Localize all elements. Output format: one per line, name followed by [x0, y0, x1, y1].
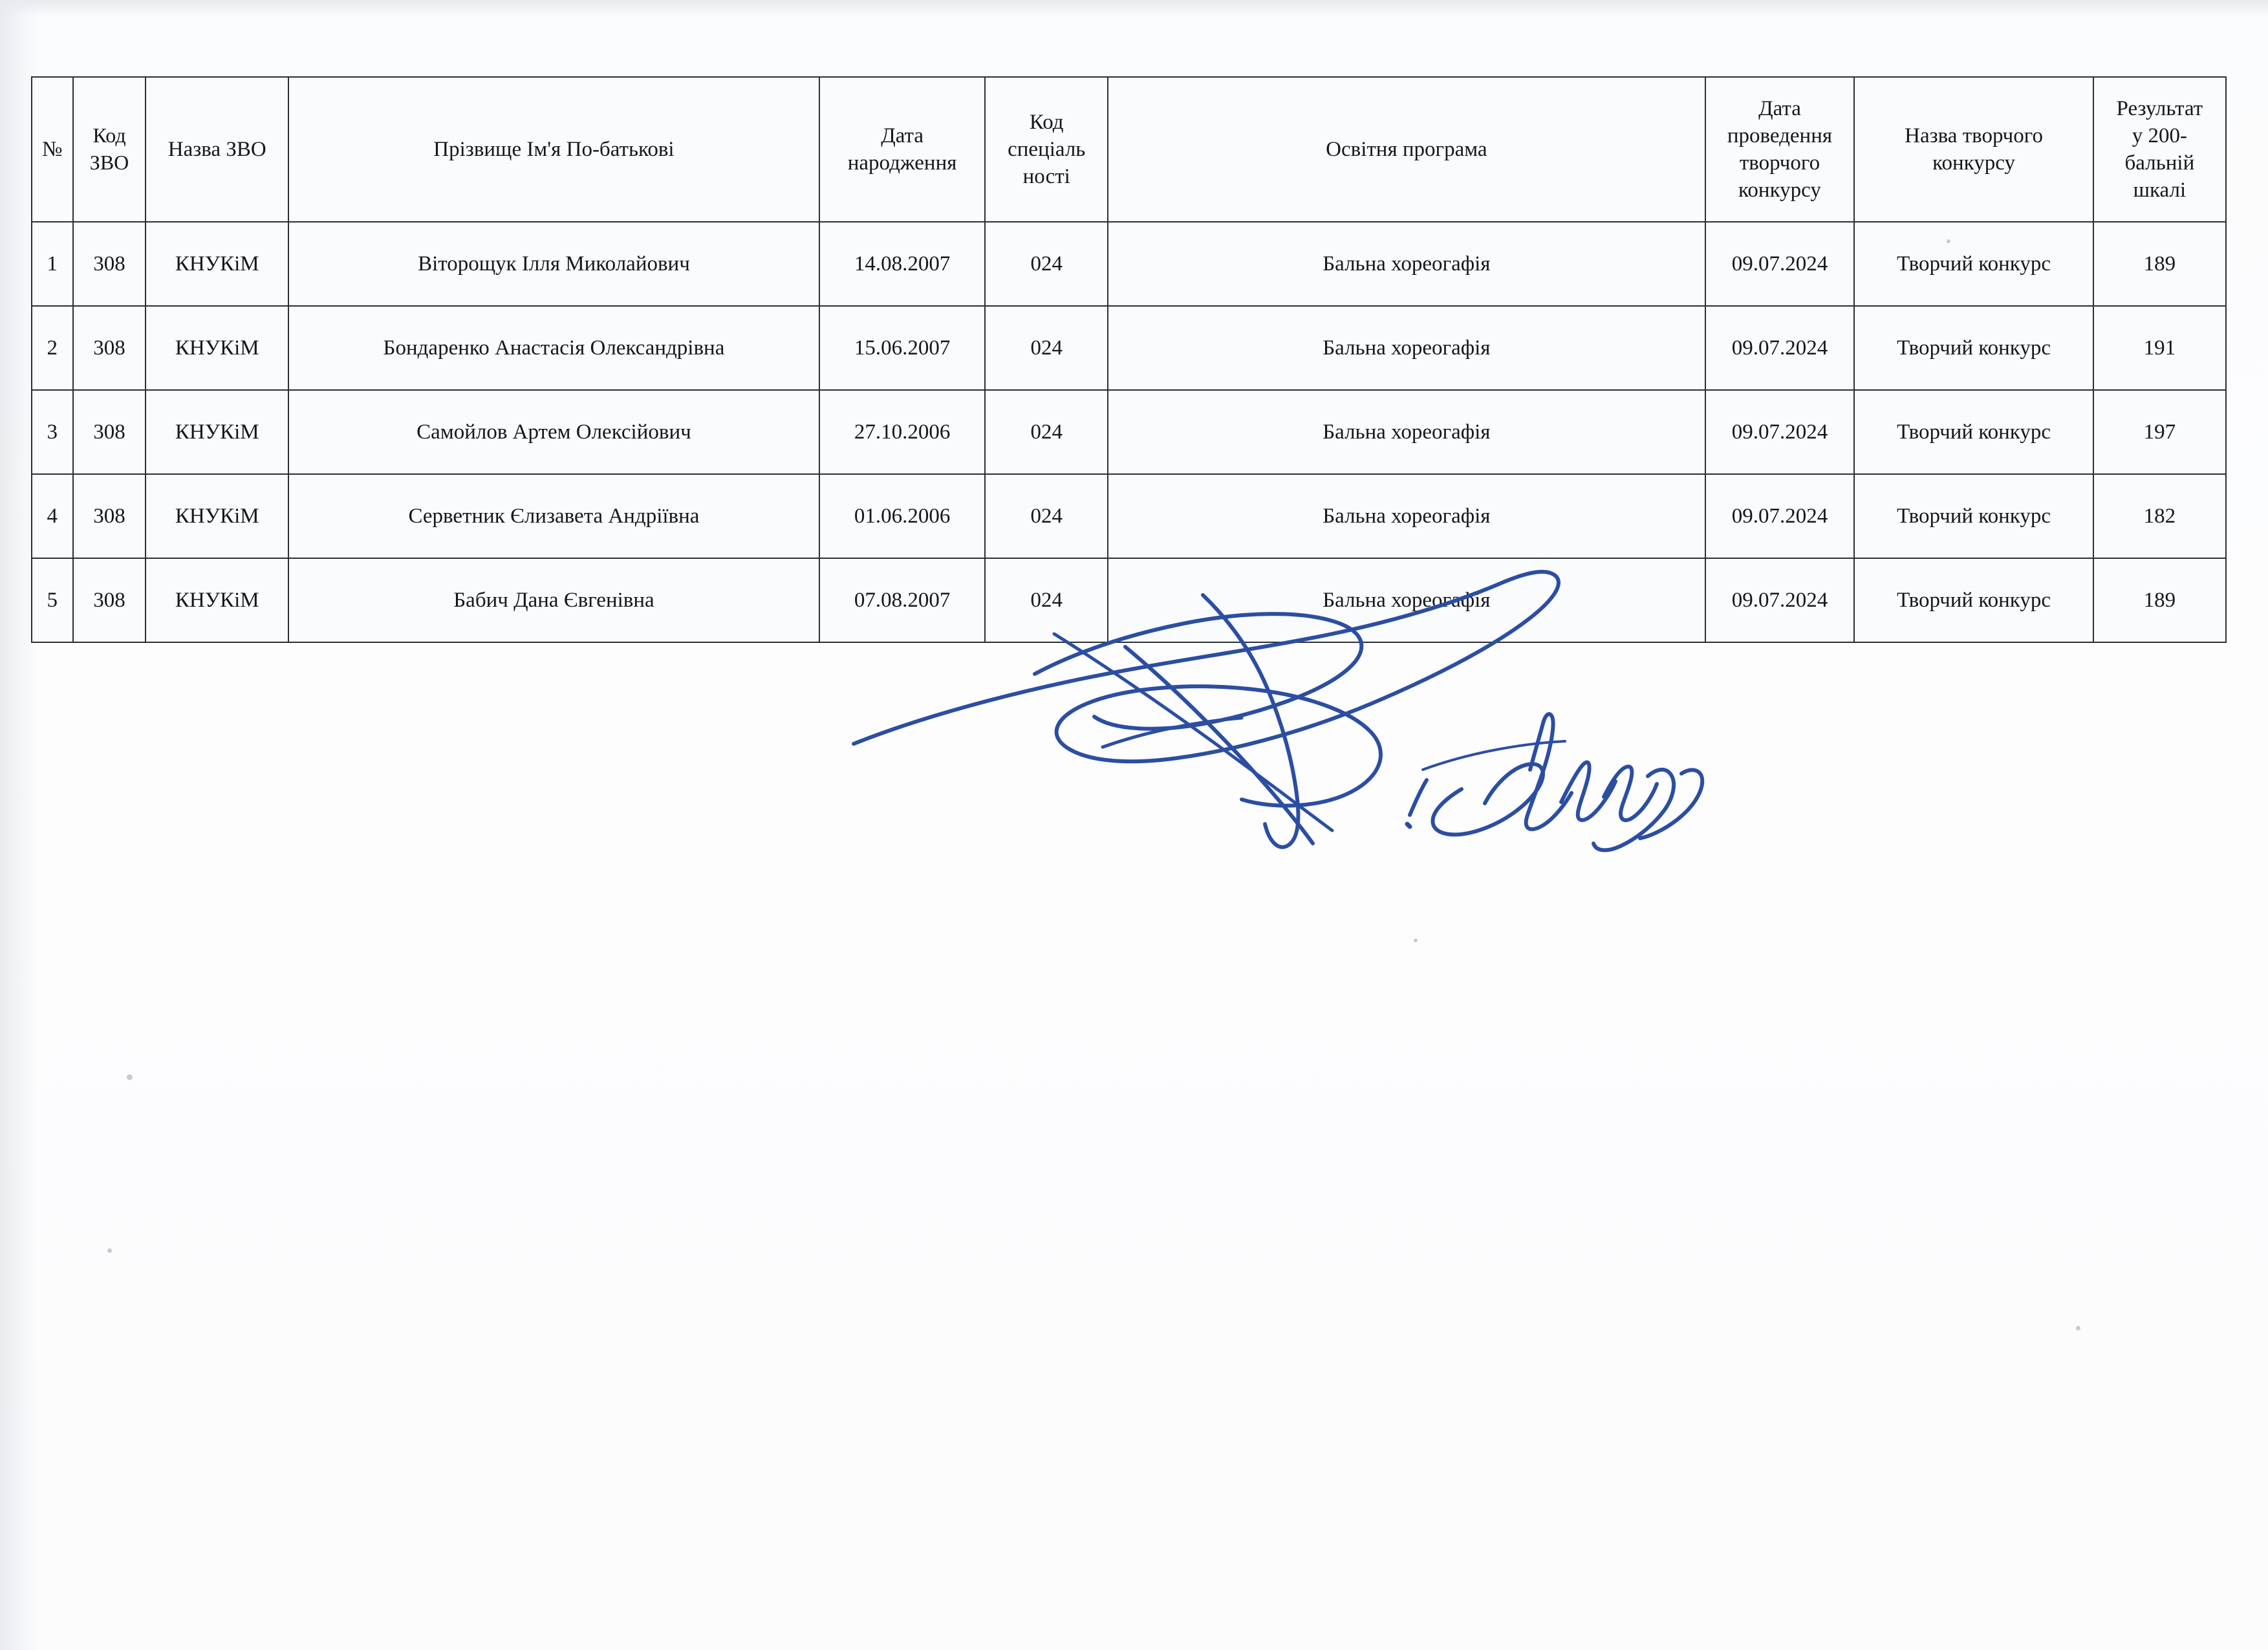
- cell-number: 1: [32, 222, 73, 306]
- column-header-speciality-code: Код спеціаль ності: [985, 77, 1108, 222]
- cell-number: 3: [32, 390, 73, 474]
- cell-contest-name: Творчий конкурс: [1854, 558, 2093, 642]
- cell-result: 191: [2093, 306, 2226, 390]
- cell-education-program: Бальна хореогафія: [1108, 222, 1705, 306]
- table-row: [32, 474, 2226, 558]
- cell-contest-name: Творчий конкурс: [1854, 306, 2093, 390]
- cell-zvo-name: КНУКіМ: [146, 222, 288, 306]
- cell-speciality-code: 024: [985, 558, 1108, 642]
- cell-zvo-code: 308: [73, 474, 146, 558]
- page-edge-shadow-top: [0, 0, 2268, 17]
- cell-speciality-code: 024: [985, 222, 1108, 306]
- scan-speckle: [1414, 939, 1418, 942]
- cell-birth-date: 07.08.2007: [819, 558, 986, 642]
- column-header-number: №: [32, 77, 73, 222]
- cell-contest-date: 09.07.2024: [1705, 222, 1855, 306]
- cell-education-program: Бальна хореогафія: [1108, 474, 1705, 558]
- table-row: [32, 390, 2226, 474]
- cell-education-program: Бальна хореогафія: [1108, 558, 1705, 642]
- cell-birth-date: 15.06.2007: [819, 306, 986, 390]
- results-table-container: [31, 76, 2227, 643]
- column-header-result: Результат у 200- бальній шкалі: [2093, 77, 2226, 222]
- scan-speckle: [1947, 239, 1950, 243]
- cell-education-program: Бальна хореогафія: [1108, 390, 1705, 474]
- cell-birth-date: 14.08.2007: [819, 222, 986, 306]
- cell-result: 182: [2093, 474, 2226, 558]
- cell-zvo-code: 308: [73, 390, 146, 474]
- cell-contest-date: 09.07.2024: [1705, 306, 1855, 390]
- cell-person: Віторощук Ілля Миколайович: [288, 222, 819, 306]
- cell-result: 189: [2093, 558, 2226, 642]
- cell-zvo-code: 308: [73, 558, 146, 642]
- cell-number: 5: [32, 558, 73, 642]
- column-header-birth-date: Дата народження: [819, 77, 986, 222]
- cell-zvo-code: 308: [73, 306, 146, 390]
- cell-result: 197: [2093, 390, 2226, 474]
- table-row: [32, 222, 2226, 306]
- column-header-zvo-name: Назва ЗВО: [146, 77, 288, 222]
- cell-person: Самойлов Артем Олексійович: [288, 390, 819, 474]
- cell-zvo-name: КНУКіМ: [146, 306, 288, 390]
- scan-speckle: [107, 1248, 112, 1253]
- cell-birth-date: 27.10.2006: [819, 390, 986, 474]
- table-header-row: [32, 77, 2226, 222]
- cell-speciality-code: 024: [985, 390, 1108, 474]
- cell-contest-date: 09.07.2024: [1705, 474, 1855, 558]
- cell-zvo-name: КНУКіМ: [146, 390, 288, 474]
- table-row: [32, 558, 2226, 642]
- cell-contest-date: 09.07.2024: [1705, 390, 1855, 474]
- cell-result: 189: [2093, 222, 2226, 306]
- cell-zvo-code: 308: [73, 222, 146, 306]
- cell-zvo-name: КНУКіМ: [146, 558, 288, 642]
- cell-zvo-name: КНУКіМ: [146, 474, 288, 558]
- scan-speckle: [127, 1074, 133, 1080]
- scan-speckle: [2076, 1326, 2080, 1330]
- cell-number: 2: [32, 306, 73, 390]
- column-header-contest-date: Дата проведення творчого конкурсу: [1705, 77, 1855, 222]
- cell-person: Серветник Єлизавета Андріївна: [288, 474, 819, 558]
- cell-speciality-code: 024: [985, 306, 1108, 390]
- cell-education-program: Бальна хореогафія: [1108, 306, 1705, 390]
- cell-contest-name: Творчий конкурс: [1854, 390, 2093, 474]
- column-header-zvo-code: Код ЗВО: [73, 77, 146, 222]
- cell-contest-date: 09.07.2024: [1705, 558, 1855, 642]
- column-header-contest-name: Назва творчого конкурсу: [1854, 77, 2093, 222]
- cell-speciality-code: 024: [985, 474, 1108, 558]
- cell-number: 4: [32, 474, 73, 558]
- column-header-education-program: Освітня програма: [1108, 77, 1705, 222]
- table-row: [32, 306, 2226, 390]
- cell-person: Бабич Дана Євгенівна: [288, 558, 819, 642]
- cell-contest-name: Творчий конкурс: [1854, 222, 2093, 306]
- cell-person: Бондаренко Анастасія Олександрівна: [288, 306, 819, 390]
- cell-birth-date: 01.06.2006: [819, 474, 986, 558]
- cell-contest-name: Творчий конкурс: [1854, 474, 2093, 558]
- results-table: [31, 76, 2227, 643]
- column-header-person: Прізвище Ім'я По-батькові: [288, 77, 819, 222]
